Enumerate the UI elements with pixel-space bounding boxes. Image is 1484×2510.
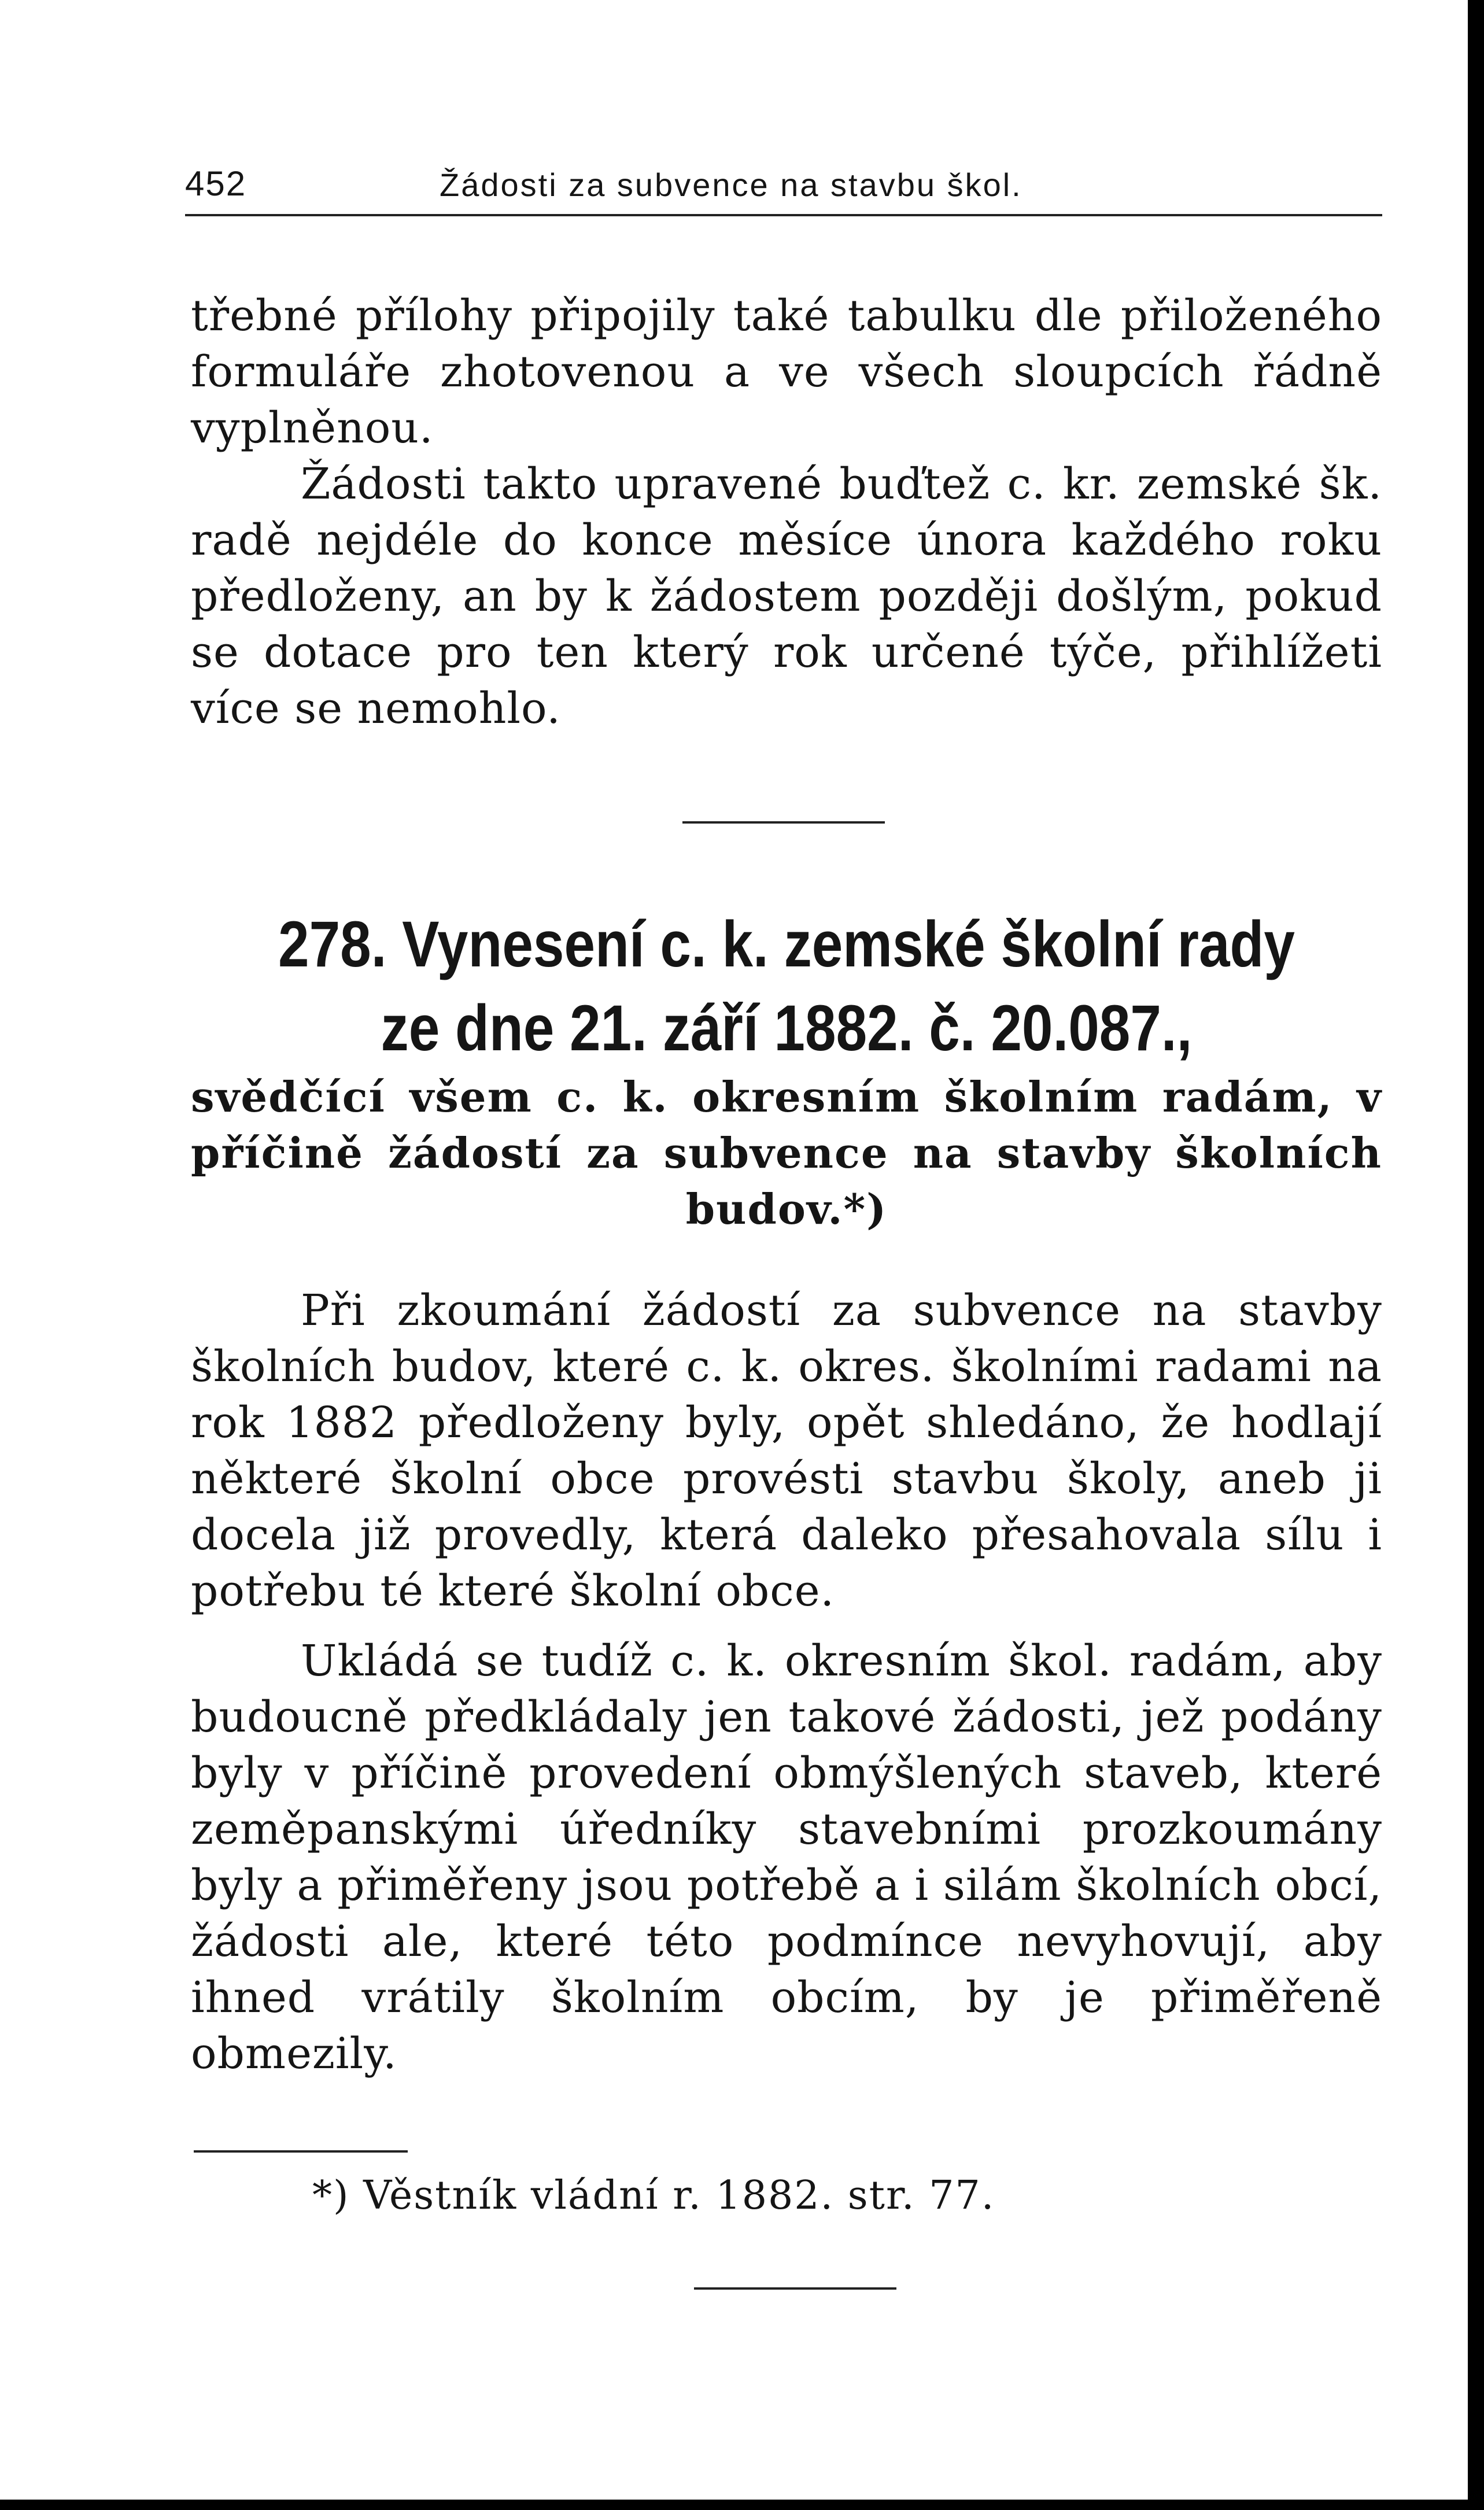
- page-number: 452: [185, 164, 247, 203]
- section-heading-line-2: ze dne 21. září 1882. č. 20.087.,: [381, 992, 1193, 1064]
- section-divider: [682, 821, 885, 824]
- section-body: [191, 1283, 1382, 2082]
- deadline-paragraph: Žádosti takto upravené buďtež c. kr. zemské šk. radě nejdéle do konce měsíce února každého roku předloženy, an by k žádostem později došlým, pokud se dotace pro ten který rok určené týče, přihlížeti více se nemohlo.: [191, 459, 1382, 733]
- section-heading-line-1: 278. Vynesení c. k. zemské školní rady: [278, 908, 1295, 980]
- footnote: *) Věstník vládní r. 1882. str. 77.: [312, 2173, 995, 2219]
- running-title: Žádosti za subvence na stavbu škol.: [440, 167, 1022, 203]
- section-heading: [274, 902, 1299, 1070]
- section-subtitle: svědčící všem c. k. okresním školním radám, v příčině žádostí za subvence na stavby školních budov.*): [191, 1072, 1382, 1234]
- section-paragraph-2: Ukládá se tudíž c. k. okresním škol. radám, aby budoucně předkládaly jen takové žádosti, jež podány byly v příčině provedení obmýšlených staveb, které zeměpanskými úředníky stavebními prozkoumány byly a přiměřeny jsou potřebě a i silám školních obcí, žádosti ale, které této podmínce nevyhovují, aby ihned vrátily školním obcím, by je přiměřeně obmezily.: [191, 1636, 1382, 2079]
- end-rule: [694, 2287, 896, 2290]
- footnote-rule: [194, 2150, 408, 2153]
- section-paragraph-1: Při zkoumání žádostí za subvence na stavby školních budov, které c. k. okres. školními radami na rok 1882 předloženy byly, opět shledáno, že hodlají některé školní obce provésti stavbu školy, aneb ji docela již provedly, která daleko přesahovala sílu i potřebu té které školní obce.: [191, 1286, 1382, 1616]
- continued-text: [191, 288, 1382, 737]
- continuation-paragraph: třebné přílohy připojily také tabulku dle přiloženého formuláře zhotovenou a ve všech sloupcích řádně vyplněnou.: [191, 291, 1382, 453]
- running-head: [185, 156, 1382, 216]
